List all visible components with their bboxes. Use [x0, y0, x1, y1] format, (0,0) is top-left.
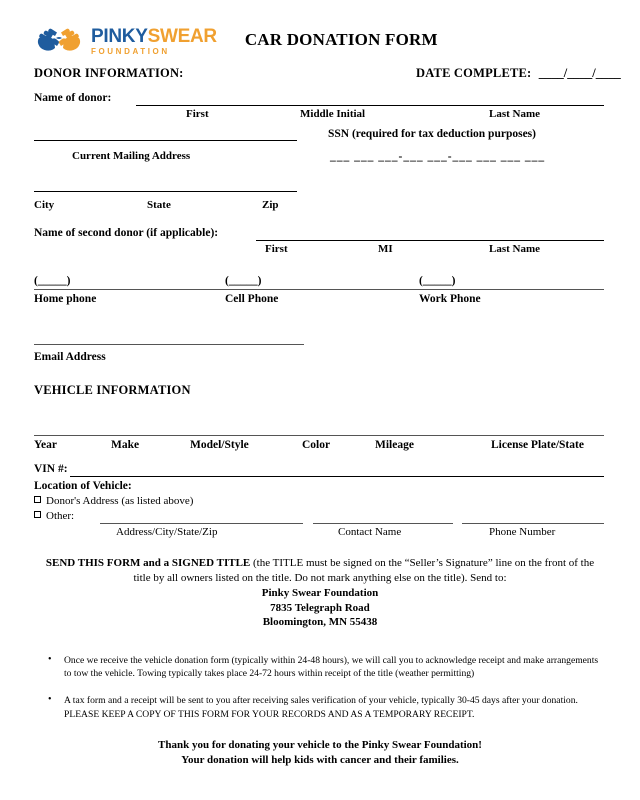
date-complete-field[interactable]: [416, 66, 621, 81]
closing-line-1: Thank you for donating your vehicle to the Pinky Swear Foundation!: [158, 739, 482, 752]
checkbox-other[interactable]: [34, 510, 74, 522]
bullet-icon: •: [48, 694, 52, 706]
date-complete-label: DATE COMPLETE:: [416, 66, 532, 80]
vehicle-column-mileage: Mileage: [375, 439, 414, 451]
phone-sublabels-row: [0, 293, 640, 317]
cell-phone-label: Cell Phone: [225, 293, 279, 305]
phone-inputs-row: [0, 275, 640, 293]
vehicle-information-heading: VEHICLE INFORMATION: [34, 383, 191, 397]
second-donor-name-input-line[interactable]: [256, 240, 604, 241]
checkbox-donor-address-label: Donor's Address (as listed above): [46, 495, 194, 507]
location-option-donor-address-row[interactable]: [0, 495, 640, 510]
note-text: Once we receive the vehicle donation form (typically within 24-48 hours), we will call you to acknowledge receipt and make arrangements to tow the vehicle. Towing typically takes place 24-72 hours within receipt of the title (weather permitting): [64, 654, 599, 680]
mailing-address-input-line[interactable]: [34, 140, 297, 141]
donor-first-name-label: First: [186, 108, 209, 120]
logo-word-pinky: PINKY: [91, 25, 148, 47]
vehicle-details-input-line[interactable]: [34, 435, 604, 436]
vehicle-column-license-plate-state: License Plate/State: [491, 439, 584, 451]
state-label: State: [147, 199, 171, 211]
zip-label: Zip: [262, 199, 279, 211]
donor-last-name-label: Last Name: [489, 108, 541, 120]
donor-name-sublabels: [0, 108, 640, 128]
organization-logo: [34, 23, 217, 57]
logo-word-foundation: FOUNDATION: [91, 46, 170, 56]
second-donor-last-name-label: Last Name: [489, 243, 541, 255]
city-state-zip-sublabels: [0, 199, 640, 221]
checkbox-square-icon[interactable]: [34, 496, 41, 503]
other-address-label: Address/City/State/Zip: [116, 526, 218, 538]
home-phone-area-code[interactable]: (_____): [34, 275, 71, 287]
closing-message: [36, 738, 604, 767]
second-donor-first-name-label: First: [265, 243, 288, 255]
page-title: CAR DONATION FORM: [244, 30, 438, 49]
donor-name-row: [0, 92, 640, 108]
checkbox-other-label: Other:: [46, 510, 75, 522]
vehicle-column-color: Color: [302, 439, 331, 451]
location-option-other-row[interactable]: [0, 510, 640, 526]
pinky-swear-hands-icon: [34, 23, 84, 57]
logo-word-swear: SWEAR: [147, 25, 217, 47]
email-sublabel-row: [0, 351, 640, 375]
send-instructions-rest: (the TITLE must be signed on the “Seller’s Signature” line on the front of the title by all owners listed on the title. Do not mark anything else on the title). Send to:: [133, 557, 595, 584]
send-instructions-lead: SEND THIS FORM and a SIGNED TITLE: [45, 557, 251, 569]
other-sublabels-row: [0, 526, 640, 550]
vehicle-table-input-row: [0, 425, 640, 439]
closing-line-2: Your donation will help kids with cancer and their families.: [181, 753, 459, 766]
vin-row: [0, 463, 640, 480]
send-instructions-text: [36, 556, 604, 585]
vin-label: VIN #:: [34, 463, 68, 475]
send-instructions: [36, 556, 604, 630]
donor-info-header-row: [0, 66, 640, 92]
phone-input-line[interactable]: [34, 289, 604, 290]
work-phone-label: Work Phone: [419, 293, 481, 305]
work-phone-area-code[interactable]: (_____): [419, 275, 456, 287]
city-state-zip-input-line[interactable]: [34, 191, 297, 192]
email-row: [0, 335, 640, 351]
other-contact-name-input-line[interactable]: [313, 523, 453, 524]
mailing-address-ssn-sub-row: [0, 150, 640, 174]
vehicle-column-make: Make: [111, 439, 140, 451]
mailing-address-line-1: Pinky Swear Foundation: [261, 587, 379, 600]
mailing-address-line-2: 7835 Telegraph Road: [270, 601, 370, 614]
mailing-address-line-3: Bloomington, MN 55438: [262, 616, 378, 629]
bullet-icon: •: [48, 653, 52, 665]
list-item: [34, 694, 600, 722]
other-contact-name-label: Contact Name: [338, 526, 402, 538]
vehicle-column-model-style: Model/Style: [190, 439, 249, 451]
other-phone-number-input-line[interactable]: [462, 523, 604, 524]
donor-information-heading: DONOR INFORMATION:: [34, 66, 184, 80]
list-item: [34, 654, 600, 682]
email-input-line[interactable]: [34, 344, 304, 345]
city-state-zip-row: [0, 183, 640, 199]
notes-list: [34, 654, 600, 723]
email-label: Email Address: [34, 351, 106, 363]
city-label: City: [34, 199, 55, 211]
mailing-address-label: Current Mailing Address: [72, 150, 191, 162]
note-text: A tax form and a receipt will be sent to you after receiving sales verification of your vehicle, typically 30-45 days after your donation. PLEASE KEEP A COPY OF THIS FORM FOR YOUR RECORDS AND AS A TEMPORARY RECEIPT.: [64, 695, 578, 721]
second-donor-mi-label: MI: [378, 243, 393, 255]
vehicle-section-heading-row: [0, 383, 640, 413]
form-header: [0, 0, 640, 56]
donor-name-input-line[interactable]: [136, 105, 604, 106]
date-complete-blanks[interactable]: ____/____/____: [538, 66, 621, 80]
checkbox-donor-address[interactable]: [34, 495, 193, 507]
checkbox-square-icon[interactable]: [34, 511, 41, 518]
vehicle-column-year: Year: [34, 439, 57, 451]
vin-input-line[interactable]: [70, 476, 604, 477]
donor-name-label: Name of donor:: [34, 92, 112, 104]
mailing-address-ssn-row: [0, 128, 640, 150]
second-donor-name-row: [0, 227, 640, 243]
other-phone-number-label: Phone Number: [489, 526, 556, 538]
ssn-blanks[interactable]: ___ ___ ___-___ ___-___ ___ ___ ___: [330, 151, 546, 163]
second-donor-name-sublabels: [0, 243, 640, 265]
donor-middle-initial-label: Middle Initial: [300, 108, 366, 120]
second-donor-name-label: Name of second donor (if applicable):: [34, 227, 219, 239]
other-address-input-line[interactable]: [100, 523, 303, 524]
logo-wordmark: [91, 25, 217, 56]
location-of-vehicle-label: Location of Vehicle:: [34, 480, 132, 492]
ssn-label: SSN (required for tax deduction purposes): [328, 128, 536, 140]
location-of-vehicle-row: [0, 480, 640, 495]
cell-phone-area-code[interactable]: (_____): [225, 275, 262, 287]
home-phone-label: Home phone: [34, 293, 97, 305]
vehicle-table-header-row: [0, 439, 640, 463]
